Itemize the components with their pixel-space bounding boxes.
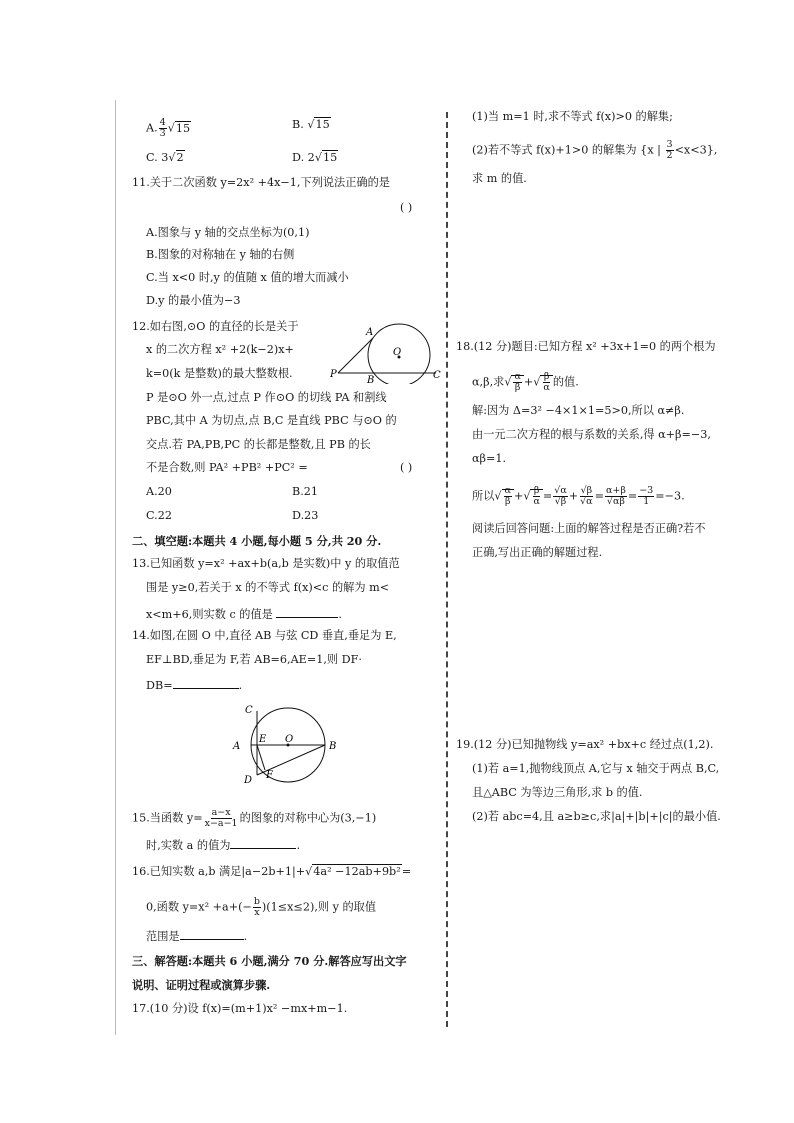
q16-line-3: 范围是 .: [146, 930, 248, 943]
section-3-heading-1: 三、解答题:本题共 6 小题,满分 70 分.解答应写出文字: [132, 954, 407, 968]
fig14-label-c: C: [245, 705, 253, 716]
q17-stem: 17.(10 分)设 f(x)=(m+1)x² −mx+m−1.: [132, 1002, 348, 1015]
fig14-label-d: D: [244, 775, 253, 786]
column-divider: [446, 112, 448, 1027]
q12-option-a: A.20: [146, 485, 172, 498]
q18-line-7: 阅读后回答问题:上面的解答过程是否正确?若不: [472, 522, 706, 535]
fig12-label-p: P: [330, 369, 337, 380]
q14-line-2: EF⊥BD,垂足为 F,若 AB=6,AE=1,则 DF·: [146, 653, 362, 666]
q11-option-c: C.当 x<0 时,y 的值随 x 值的增大而减小: [146, 271, 349, 284]
q12-option-b: B.21: [292, 485, 319, 498]
left-margin-line: [115, 100, 116, 1035]
q18-line-8: 正确,写出正确的解题过程.: [472, 546, 603, 559]
q19-line-3: 且△ABC 为等边三角形,求 b 的值.: [472, 786, 643, 799]
q18-line-6: 所以√ $\frac{\alpha}{\beta}$ +√ $\frac{\beta}{\alpha}$ = $\frac{√\alpha}{√\beta}$ + $\frac{√\beta}{√\alpha}$ = $\frac{\alpha+\beta}{√\alpha\beta}$ = $\frac{-3}{1}$ =−3.: [472, 485, 685, 507]
fig12-label-a: A: [366, 327, 374, 338]
q12-option-d: D.23: [292, 509, 319, 522]
fig12-label-b: B: [367, 375, 375, 384]
q13-line-2: 围是 y≥0,若关于 x 的不等式 f(x)<c 的解为 m<: [146, 581, 390, 594]
q12-line-2: x 的二次方程 x² +2(k−2)x+: [146, 343, 294, 356]
q10-option-c: C. 3√2: [146, 151, 184, 164]
q15-line-1: 15.当函数 y= $\frac{a-x}{x-a-1}$ 的图象的对称中心为(3,−1): [132, 807, 377, 829]
q12-option-c: C.22: [146, 509, 172, 522]
fig12-label-c: C: [433, 370, 441, 381]
fig14-label-a: A: [233, 741, 241, 752]
q11-answer-paren: ( ): [400, 201, 413, 214]
q16-line-2: 0,函数 y=x² +a+(− $\frac{b}{x}$ )(1≤x≤2),则 y 的取值: [146, 896, 377, 918]
q13-answer-blank: [276, 606, 338, 618]
q19-line-2: (1)若 a=1,抛物线顶点 A,它与 x 轴交于两点 B,C,: [472, 762, 720, 775]
q18-line-1: 18.(12 分)题目:已知方程 x² +3x+1=0 的两个根为: [456, 340, 716, 353]
q11-stem: 11.关于二次函数 y=2x² +4x−1,下列说法正确的是: [132, 176, 390, 189]
q12-line-4: P 是⊙O 外一点,过点 P 作⊙O 的切线 PA 和割线: [146, 391, 387, 404]
q17-part-2: (2)若不等式 f(x)+1>0 的解集为 {x | $\frac{3}{2}$ <x<3},: [472, 139, 718, 161]
q14-figure: [228, 702, 348, 786]
q13-line-3: x<m+6,则实数 c 的值是 .: [146, 608, 342, 621]
q16-line-1: 16.已知实数 a,b 满足|a−2b+1|+√4a² −12ab+9b²=: [132, 865, 412, 878]
q12-line-3: k=0(k 是整数)的最大整数根.: [146, 367, 293, 380]
q17-part-2-cont: 求 m 的值.: [472, 172, 527, 185]
q11-option-a: A.图象与 y 轴的交点坐标为(0,1): [146, 226, 310, 239]
q11-option-b: B.图象的对称轴在 y 轴的右侧: [146, 248, 295, 261]
q12-answer-paren: ( ): [400, 461, 413, 474]
q16-answer-blank: [180, 928, 244, 940]
q15-answer-blank: [230, 837, 296, 849]
q12-line-7: 不是合数,则 PA² +PB² +PC² =: [146, 461, 308, 474]
q10-option-d: D. 2√15: [292, 151, 338, 164]
fig14-label-b: B: [329, 741, 337, 752]
q10-option-a: A. $\frac{4}{3}$ √15: [146, 117, 191, 139]
q11-option-d: D.y 的最小值为−3: [146, 294, 241, 307]
q13-line-1: 13.已知函数 y=x² +ax+b(a,b 是实数)中 y 的取值范: [132, 557, 400, 570]
q18-line-2: α,β,求√ $\frac{\alpha}{\beta}$ +√ $\frac{\beta}{\alpha}$ 的值.: [472, 371, 579, 393]
q12-line-1: 12.如右图,⊙O 的直径的长是关于: [132, 320, 299, 333]
fig12-label-o: O: [393, 347, 402, 358]
q19-line-1: 19.(12 分)已知抛物线 y=ax² +bx+c 经过点(1,2).: [456, 738, 714, 751]
fig14-label-e: E: [259, 734, 267, 745]
section-3-heading-2: 说明、证明过程或演算步骤.: [132, 978, 271, 992]
q19-line-4: (2)若 abc=4,且 a≥b≥c,求|a|+|b|+|c|的最小值.: [472, 810, 721, 823]
q12-figure: [330, 320, 444, 384]
q14-line-1: 14.如图,在圆 O 中,直径 AB 与弦 CD 垂直,垂足为 E,: [132, 629, 397, 642]
q18-line-4: 由一元二次方程的根与系数的关系,得 α+β=−3,: [472, 428, 711, 441]
fig14-label-f: F: [266, 770, 273, 781]
q12-line-6: 交点.若 PA,PB,PC 的长都是整数,且 PB 的长: [146, 438, 371, 451]
fig14-label-o: O: [285, 734, 294, 745]
q18-line-5: αβ=1.: [472, 452, 507, 465]
q12-line-5: PBC,其中 A 为切点,点 B,C 是直线 PBC 与⊙O 的: [146, 414, 397, 427]
q14-answer-blank: [173, 677, 239, 689]
q17-part-1: (1)当 m=1 时,求不等式 f(x)>0 的解集;: [472, 110, 673, 123]
q15-line-2: 时,实数 a 的值为 .: [146, 839, 301, 852]
q14-line-3: DB= .: [146, 679, 243, 692]
q18-line-3: 解:因为 Δ=3² −4×1×1=5>0,所以 α≠β.: [472, 404, 685, 417]
q10-option-b: B. √15: [292, 118, 330, 131]
section-2-heading: 二、填空题:本题共 4 小题,每小题 5 分,共 20 分.: [132, 534, 382, 548]
